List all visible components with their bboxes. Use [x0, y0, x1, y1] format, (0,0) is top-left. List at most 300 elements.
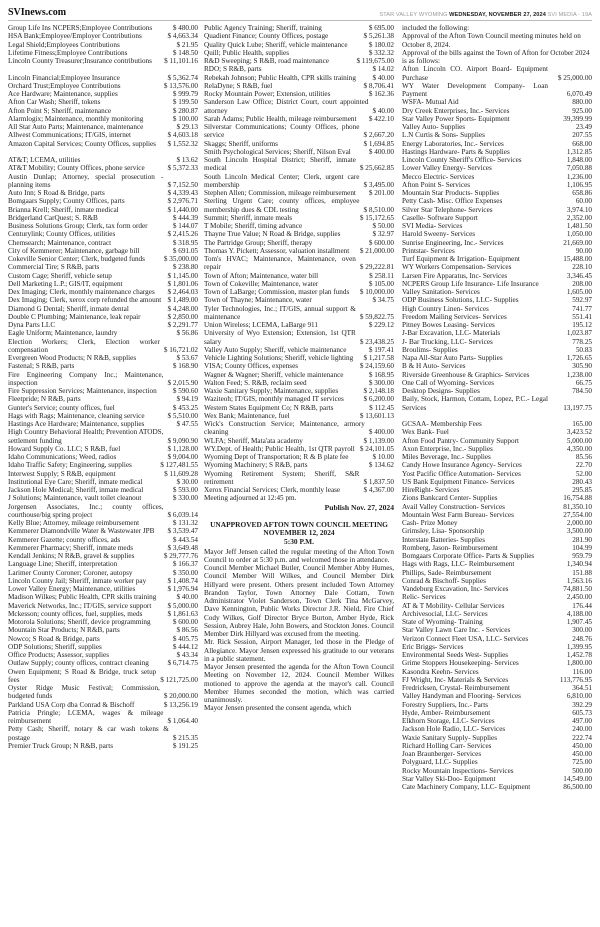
amount: 4,350.00: [566, 444, 592, 453]
amount: 450.00: [572, 741, 592, 750]
payee-description: Amazon Capital Services; County Offices, supplies: [8, 139, 156, 148]
payee-description: J Solutions; Maintenance, vault toilet cleanout: [8, 494, 142, 503]
payee-description: Orchard Trust;Employee Contributions: [8, 81, 121, 90]
ledger-entry: [204, 379, 394, 387]
payee-description: Town of LaBarge; Commission, master plan funds: [204, 288, 350, 296]
amount: $ 53.67: [176, 354, 198, 362]
dateline-date: WEDNESDAY, NOVEMBER 27, 2024: [449, 12, 546, 18]
amount: $ 422.10: [368, 114, 394, 123]
payee-description: HSA Bank;Employee/Employer Contributions: [8, 32, 142, 41]
amount: $ 2,850.00: [167, 312, 198, 321]
amount: $ 999.79: [172, 90, 198, 98]
amount: 39,399.99: [563, 114, 592, 123]
amount: $ 405.75: [172, 634, 198, 643]
ledger-entry: [204, 321, 394, 329]
ledger-entry: [402, 635, 592, 643]
ledger-group: [8, 156, 198, 750]
ledger-entry: [402, 527, 592, 535]
meeting-heading: [204, 521, 394, 547]
amount: 1,563.16: [566, 576, 592, 585]
ledger-entry: [402, 626, 592, 634]
ledger-entry: [204, 173, 394, 190]
payee-description: Bridgerland CarQuest; S. R&B: [8, 213, 98, 222]
payee-description: Valley Auto Supply; Sheriff, vehicle maintenance: [204, 345, 347, 354]
payee-description: Rocky Mountain Inspections- Services: [402, 766, 514, 775]
amount: $ 1,489.00: [167, 296, 198, 305]
amount: $ 112.45: [369, 403, 394, 412]
amount: 208.00: [572, 279, 592, 288]
payee-description: VISA; County Offices, expenses: [204, 362, 299, 371]
amount: 6,810.00: [566, 692, 592, 701]
payee-description: High Country Linen- Services: [402, 304, 489, 313]
ledger-entry: [8, 338, 198, 355]
amount: 113,776.95: [559, 675, 592, 684]
payee-description: Legal Shield;Employees Contributions: [8, 40, 120, 49]
amount: 81,350.10: [563, 502, 592, 511]
payee-description: Institutional Eye Care; Sheriff, inmate medical: [8, 477, 143, 486]
amount: $ 4,339.43: [167, 189, 198, 197]
payee-description: Kendall Jenkins; N R&B, gravel & supplies: [8, 552, 135, 560]
ledger-entry: [8, 470, 198, 478]
amount: 450.00: [572, 750, 592, 758]
meeting-time: 5:30 P.M.: [284, 536, 314, 546]
amount: $ 453.25: [172, 403, 198, 412]
amount: 1,236.00: [566, 172, 592, 181]
amount: $ 144.07: [172, 222, 198, 230]
ledger-entry: [402, 173, 592, 181]
payee-description: Custom Cage; Sheriff, vehicle setup: [8, 271, 112, 280]
ledger-entry: [8, 610, 198, 618]
payee-description: Wyoming Retirement System; Sheriff, S&R retirement: [204, 469, 360, 486]
ledger-entry: [402, 577, 592, 585]
ledger-entry: [204, 214, 394, 222]
amount: $ 2,667.20: [363, 131, 394, 140]
meeting-adjourned: Meeting adjourned at 12:45 pm.: [204, 494, 297, 503]
amount: $ 24,101.05: [359, 444, 394, 453]
payee-description: Madison Wilkes; Public Health, CPR skills training: [8, 593, 157, 602]
payee-description: WLFA; Sheriff, Mata'ata academy: [204, 436, 303, 445]
minutes-paragraph: Mayor Jensen presented the agenda for the Afton Town Council Meeting on November 12, 2024. Council Member Wilkes motioned to approve the agenda at the mayor's call. Council Member Humes seconded the motion, which was carried unanimously.: [204, 663, 394, 705]
amount: $ 21,000.00: [359, 246, 394, 255]
ledger-entry: [8, 453, 198, 461]
amount: $ 40.00: [176, 593, 198, 602]
payee-description: Gunter's Service; county offices, fuel: [8, 403, 115, 412]
amount: $ 590.60: [172, 387, 198, 395]
payee-description: Yost Pacific Office Automation- Services: [402, 469, 521, 478]
payee-description: Lincoln Financial;Employee Insurance: [8, 73, 120, 82]
payee-description: Zions Bankcard Center- Supplies: [402, 494, 498, 503]
payee-description: Tyler Technologies, Inc.; IT/GIS, annual support & maintenance: [204, 304, 356, 321]
ledger-entry: [8, 131, 198, 139]
payee-description: Valley Sanitation- Services: [402, 288, 480, 296]
payee-description: Lincoln County Treasurer;Insurance contributions: [8, 57, 152, 65]
amount: 3,346.45: [566, 271, 592, 280]
minutes-paragraph: Mayor Jensen presented the consent agenda, which: [204, 704, 352, 713]
amount: $ 168.95: [368, 370, 394, 379]
payee-description: Grimsley, Lisa- Sponsorship: [402, 527, 484, 536]
amount: $ 6,200.00: [363, 395, 394, 404]
amount: $ 4,603.18: [167, 131, 198, 140]
amount: $ 258.11: [369, 271, 394, 280]
amount: 15,488.00: [563, 255, 592, 263]
amount: $ 1,552.32: [167, 139, 198, 148]
payee-description: Interwest Supply; S R&B, equipment: [8, 469, 116, 478]
payee-description: Afton Point S- Services: [402, 180, 471, 189]
amount: $ 443.54: [172, 535, 198, 544]
amount: 281.90: [572, 535, 592, 544]
ledger-entry: [402, 734, 592, 742]
meeting-title: UNAPPROVED AFTON TOWN COUNCIL MEETING: [210, 519, 388, 529]
amount: $ 6,039.14: [167, 510, 198, 519]
ledger-entry: [204, 486, 394, 494]
ledger-entry: [402, 206, 592, 214]
payee-description: Kasondra Keehn- Services: [402, 667, 479, 676]
payee-description: Sunrise Engineering, Inc.- Services: [402, 238, 504, 247]
payee-description: Grime Stoppers Housekeeping- Services: [402, 659, 519, 668]
ledger-entry: [8, 74, 198, 82]
column-county-claims-1: [8, 24, 198, 758]
payee-description: Dex Imaging; Clerk, monthly maintenance charges: [8, 288, 155, 296]
ledger-entry: [402, 346, 592, 354]
ledger-entry: [8, 544, 198, 552]
amount: $ 2,148.18: [363, 387, 394, 395]
amount: $ 1,694.85: [363, 139, 394, 148]
payee-description: Office Products; Assessor, supplies: [8, 651, 109, 659]
ledger-entry: [402, 651, 592, 659]
amount: $ 330.00: [172, 494, 198, 503]
ledger-entry: [402, 181, 592, 189]
payee-description: State of Wyoming- Training: [402, 618, 483, 626]
payee-description: Wex Bank; Maintenance, fuel: [204, 411, 290, 420]
amount: $ 7,152.50: [167, 180, 198, 189]
amount: $ 86.56: [176, 626, 198, 635]
amount: $ 4,367.00: [363, 486, 394, 494]
payee-description: Phillips, Sade- Reimbursement: [402, 568, 492, 577]
ledger-entry: [402, 338, 592, 346]
amount: $ 5,261.38: [363, 32, 394, 41]
amount: 1,312.85: [566, 147, 592, 156]
ledger-entry: [8, 659, 198, 667]
amount: $ 13,601.13: [359, 411, 394, 420]
ledger-entry: [204, 354, 394, 362]
amount: 1,452.78: [566, 651, 592, 659]
payee-description: HireRight- Services: [402, 486, 460, 494]
payee-description: Sanderson Law Office; District Court, court appointed attorney: [204, 98, 369, 115]
amount: $ 1,976.94: [167, 585, 198, 593]
bills-intro: [402, 24, 592, 65]
ledger-entry: [8, 263, 198, 271]
amount: 16,754.88: [563, 494, 592, 503]
payee-description: Sterling Urgent Care; county offices, employee membership dues & CDL testing: [204, 197, 360, 214]
ledger-entry: [402, 709, 592, 717]
amount: 52.00: [575, 469, 592, 478]
ledger-entry: [402, 511, 592, 519]
amount: $ 444.12: [172, 642, 198, 651]
ledger-entry: [402, 379, 592, 387]
payee-description: ODP Solutions; Sheriff, supplies: [8, 642, 102, 651]
amount: 3,423.52: [566, 428, 592, 437]
payee-description: Conrad & Bischoff- Supplies: [402, 576, 486, 585]
payee-description: Energy Laboratories, Inc.- Services: [402, 139, 504, 148]
payee-description: Public Agency Training; Sheriff, training: [204, 24, 322, 32]
ledger-entry: [402, 263, 592, 271]
ledger-groups: [402, 65, 592, 791]
ledger-group: [402, 65, 592, 412]
amount: $ 21.95: [176, 40, 198, 49]
amount: $ 94.19: [176, 395, 198, 404]
amount: 5,000.00: [566, 436, 592, 445]
amount: $ 318.95: [172, 238, 198, 247]
amount: 248.76: [572, 634, 592, 643]
amount: $ 400.00: [368, 147, 394, 156]
ledger-entry: [8, 82, 198, 90]
ledger-entry: [8, 618, 198, 626]
ledger-entry: [402, 354, 592, 362]
amount: $ 229.12: [368, 321, 394, 329]
ledger-entry: [8, 593, 198, 601]
ledger-entry: [204, 98, 394, 115]
payee-description: Kemmerer Gazette; county offices, ads: [8, 535, 121, 544]
payee-description: Afton Car Wash; Sheriff, tokens: [8, 98, 101, 107]
payee-description: T Mobile; Sheriff, timing advance: [204, 222, 303, 230]
ledger-entry: [204, 346, 394, 354]
payee-description: Petty Cash; Sheriff, notary & car wash tokens & postage: [8, 725, 169, 742]
ledger-entry: [204, 412, 394, 420]
amount: $ 40.00: [372, 73, 394, 82]
amount: $ 127,481.55: [160, 461, 198, 470]
ledger-entry: [402, 461, 592, 469]
ledger-entry: [402, 569, 592, 577]
payee-description: Town of Afton; Maintenance, water bill: [204, 271, 319, 280]
amount: 925.00: [572, 106, 592, 115]
amount: $ 1,861.63: [167, 609, 198, 618]
ledger-entry: [402, 428, 592, 436]
amount: 240.00: [572, 725, 592, 734]
amount: $ 8,706.41: [363, 81, 394, 90]
ledger-entry: [8, 387, 198, 395]
payee-description: Mecco Electric- Services: [402, 172, 475, 181]
ledger-entry: [204, 123, 394, 140]
amount: $ 280.87: [172, 106, 198, 115]
ledger-entry: [204, 57, 394, 65]
amount: 500.00: [572, 766, 592, 775]
ledger-entry: [8, 206, 198, 214]
amount: $ 480.00: [172, 24, 198, 32]
ledger-entry: [402, 321, 592, 329]
payee-description: All Star Auto Parts; Maintenance, maintenance: [8, 123, 144, 131]
ledger-entry: [402, 197, 592, 205]
payee-description: Group Life Ins NCPERS;Employee Contributions: [8, 24, 153, 32]
ledger-entry: [402, 131, 592, 139]
ledger-entry: [402, 189, 592, 197]
amount: 14,549.00: [563, 774, 592, 783]
amount: 4,188.00: [566, 609, 592, 618]
amount: $ 1,801.06: [167, 279, 198, 288]
payee-description: Auto Inn; S Road & Bridge, parts: [8, 189, 105, 197]
ledger-entry: [204, 24, 394, 32]
ledger-entry: [402, 486, 592, 494]
payee-description: Dex Imaging; Clerk, xerox corp refunded the amount: [8, 296, 162, 305]
payee-description: Union Wireless; LCEMA, LaBarge 911: [204, 321, 318, 329]
payee-description: Dry Creek Enterprises, Inc.- Services: [402, 106, 510, 115]
amount: 1,605.00: [566, 288, 592, 296]
amount: $ 14.02: [372, 65, 394, 74]
minutes-paragraph: Council Member Michael Butler, Council Member Abby Humes, Council Member Will Wilkes, and Council Member Dirk Hillyard were present. Others present included Town Attorney Brandon Taylor, Town Attorney Dale Cottam, Town Administrator Violet Sanderson, Town Clerk Tina McGarvey, Dave Kennington, Public Works Director J.R. Nield, Fire Chief Cody Wilkes, Golf Director Bryce Burton, Amber Hyde, Rick Session, Aubrey Hale, John Bowers, and Stockton Jones. Council Member Dirk Hillyard was excused from the meeting.: [204, 564, 394, 639]
amount: $ 2,976.71: [167, 197, 198, 206]
amount: $ 25,000.00: [557, 73, 592, 82]
payee-description: L.N Curtis & Sons- Supplies: [402, 131, 485, 140]
ledger-entry: [402, 701, 592, 709]
amount: 1,800.00: [566, 659, 592, 668]
payee-description: Riverside Greenhouse & Graphics- Services: [402, 370, 530, 379]
ledger-entry: [204, 41, 394, 49]
ledger-entry: [8, 560, 198, 568]
amount: 305.90: [572, 362, 592, 371]
amount: 1,238.00: [566, 370, 592, 379]
ledger-entry: [204, 74, 394, 82]
payee-description: Lower Valley Energy- Services: [402, 164, 492, 173]
amount: 116.00: [572, 667, 592, 676]
amount: $ 148.50: [172, 48, 198, 57]
amount: $ 1,217.58: [363, 354, 394, 362]
ledger-entry: [402, 552, 592, 560]
ledger-entry: [402, 140, 592, 148]
amount: $ 43.34: [176, 651, 198, 659]
payee-description: Cate Machinery Company, LLC- Equipment: [402, 783, 531, 791]
payee-description: Afton Food Pantry- Community Support: [402, 436, 520, 445]
payee-description: Language Line; Sheriff, interpretation: [8, 560, 118, 569]
ledger-entry: [8, 123, 198, 131]
amount: 104.99: [572, 543, 592, 552]
ledger-entry: [402, 536, 592, 544]
amount: $ 131.32: [172, 519, 198, 527]
ledger-entry: [8, 49, 198, 57]
payee-description: Environmental Seeds West- Supplies: [402, 651, 509, 659]
ledger-entry: [402, 767, 592, 775]
amount: $ 4,248.00: [167, 304, 198, 313]
amount: $ 13,256.19: [163, 700, 198, 709]
ledger-entry: [8, 371, 198, 388]
payee-description: GCSAA- Membership Fees: [402, 420, 482, 428]
payee-description: Hastings Hardware- Parts & Supplies: [402, 147, 510, 156]
amount: 658.86: [572, 189, 592, 197]
publish-date: Publish Nov. 27, 2024: [324, 502, 394, 512]
payee-description: Pitney Bowes Leasing- Services: [402, 321, 495, 329]
amount: 86,500.00: [563, 783, 592, 791]
ledger-entry: [8, 164, 198, 172]
payee-description: Bomgaars Corporate Office- Parts & Supplies: [402, 552, 535, 560]
payee-description: Vandeburg Excavation, Inc- Services: [402, 585, 509, 593]
payee-description: Silverstar Communications; County Offices, phone service: [204, 123, 360, 140]
payee-description: Interstate Batteries- Supplies: [402, 535, 486, 544]
payee-description: Fleetpride; N R&B, parts: [8, 395, 81, 404]
ledger-entry: [8, 445, 198, 453]
payee-description: Axon Enterprise, Inc.- Supplies: [402, 444, 493, 453]
amount: $ 600.00: [368, 238, 394, 247]
meeting-date: NOVEMBER 12, 2024: [263, 528, 335, 538]
amount: 1,050.00: [566, 230, 592, 239]
payee-description: AT&T; LCEMA, utilities: [8, 156, 81, 164]
amount: $ 13,576.00: [163, 81, 198, 90]
amount: $ 1,128.00: [167, 444, 198, 453]
amount: $ 50.00: [372, 222, 394, 230]
ledger-entry: [402, 395, 592, 412]
amount: 1,399.95: [566, 642, 592, 651]
ledger-entry: [204, 222, 394, 230]
ledger-entry: [8, 519, 198, 527]
ledger-entry: [204, 362, 394, 370]
payee-description: AT&T Mobility; County Offices, phone service: [8, 164, 145, 173]
ledger-entry: [402, 255, 592, 263]
ledger-entry: [204, 90, 394, 98]
payee-description: Mountain Star Products; N R&B, parts: [8, 626, 120, 635]
amount: $ 29,777.76: [163, 552, 198, 560]
amount: $ 5,372.33: [167, 164, 198, 173]
ledger-entry: [8, 140, 198, 148]
ledger-entry: [402, 313, 592, 321]
payee-description: WY Workers Compensation- Services: [402, 263, 512, 272]
amount: 207.55: [572, 131, 592, 140]
payee-description: Waxie Sanitary Supply- Supplies: [402, 733, 498, 742]
amount: $ 29.13: [176, 123, 198, 131]
amount: $ 23,438.25: [359, 337, 394, 346]
ledger-entry: [8, 428, 198, 445]
amount: $ 199.50: [172, 98, 198, 107]
ledger-entry: [402, 296, 592, 304]
ledger-entry: [204, 272, 394, 280]
ledger-entry: [402, 659, 592, 667]
payee-description: B & H Auto- Services: [402, 362, 466, 371]
payee-description: Lower Valley Energy; Maintenance, utilities: [8, 585, 136, 593]
payee-description: Hags with Rags; Maintenance, cleaning service: [8, 411, 145, 420]
bills-intro-line: Approval of the Afton Town Council meeting minutes held on October 8, 2024.: [402, 32, 581, 49]
amount: 1,023.87: [566, 329, 592, 338]
amount: $ 1,139.00: [363, 436, 394, 445]
payee-description: Jackson Hole Radio, LLC- Services: [402, 725, 506, 734]
payee-description: Verizon Connect Fleet USA, LLC- Services: [402, 634, 529, 643]
amount: $ 180.02: [368, 40, 394, 49]
amount: 605.73: [572, 708, 592, 717]
ledger-entry: [8, 321, 198, 329]
payee-description: Wick's Construction Service; Maintenance, armory cleaning: [204, 420, 365, 437]
payee-description: Wagner & Wagner; Sheriff, vehicle maintenance: [204, 370, 344, 379]
amount: $ 13.62: [176, 156, 198, 164]
payee-description: Cokeville Senior Center; Clerk, budgeted funds: [8, 255, 145, 263]
payee-description: Afton Point S; Sheriff, maintenance: [8, 106, 112, 115]
ledger-entry: [402, 214, 592, 222]
amount: $ 8,510.00: [363, 205, 394, 214]
payee-description: R&D Sweeping; S R&B, road maintenance: [204, 57, 329, 65]
amount: $ 5,362.74: [167, 73, 198, 82]
payee-description: Romberg, Jason- Reimbursement: [402, 543, 498, 552]
payee-description: RelaDyne; S R&B, fuel: [204, 81, 273, 90]
payee-description: Jackson Hole Medical; Sheriff, inmate medical: [8, 486, 144, 494]
amount: $ 25,662.85: [359, 164, 394, 173]
amount: $ 16,721.02: [163, 345, 198, 354]
payee-description: City of Kemmerer; Maintenance, garbage bill: [8, 246, 140, 255]
payee-description: Lincoln County Jail; Sheriff, inmate worker pay: [8, 576, 147, 585]
bills-intro-line: included the following:: [402, 24, 470, 32]
payee-description: Dell Marketing L.P.; GIS/IT, equipment: [8, 279, 123, 288]
ledger-entry: [204, 461, 394, 469]
bills-intro-line: Approval of the bills against the Town of Afton for October 2024 is as follows:: [402, 48, 590, 65]
amount: 23.49: [575, 123, 592, 131]
ledger-entry: [402, 585, 592, 593]
amount: $ 162.36: [368, 90, 394, 98]
amount: $ 100.00: [172, 114, 198, 123]
payee-description: Eric Briggs- Services: [402, 642, 464, 651]
payee-description: Chemsearch; Maintenance, contract: [8, 238, 112, 247]
